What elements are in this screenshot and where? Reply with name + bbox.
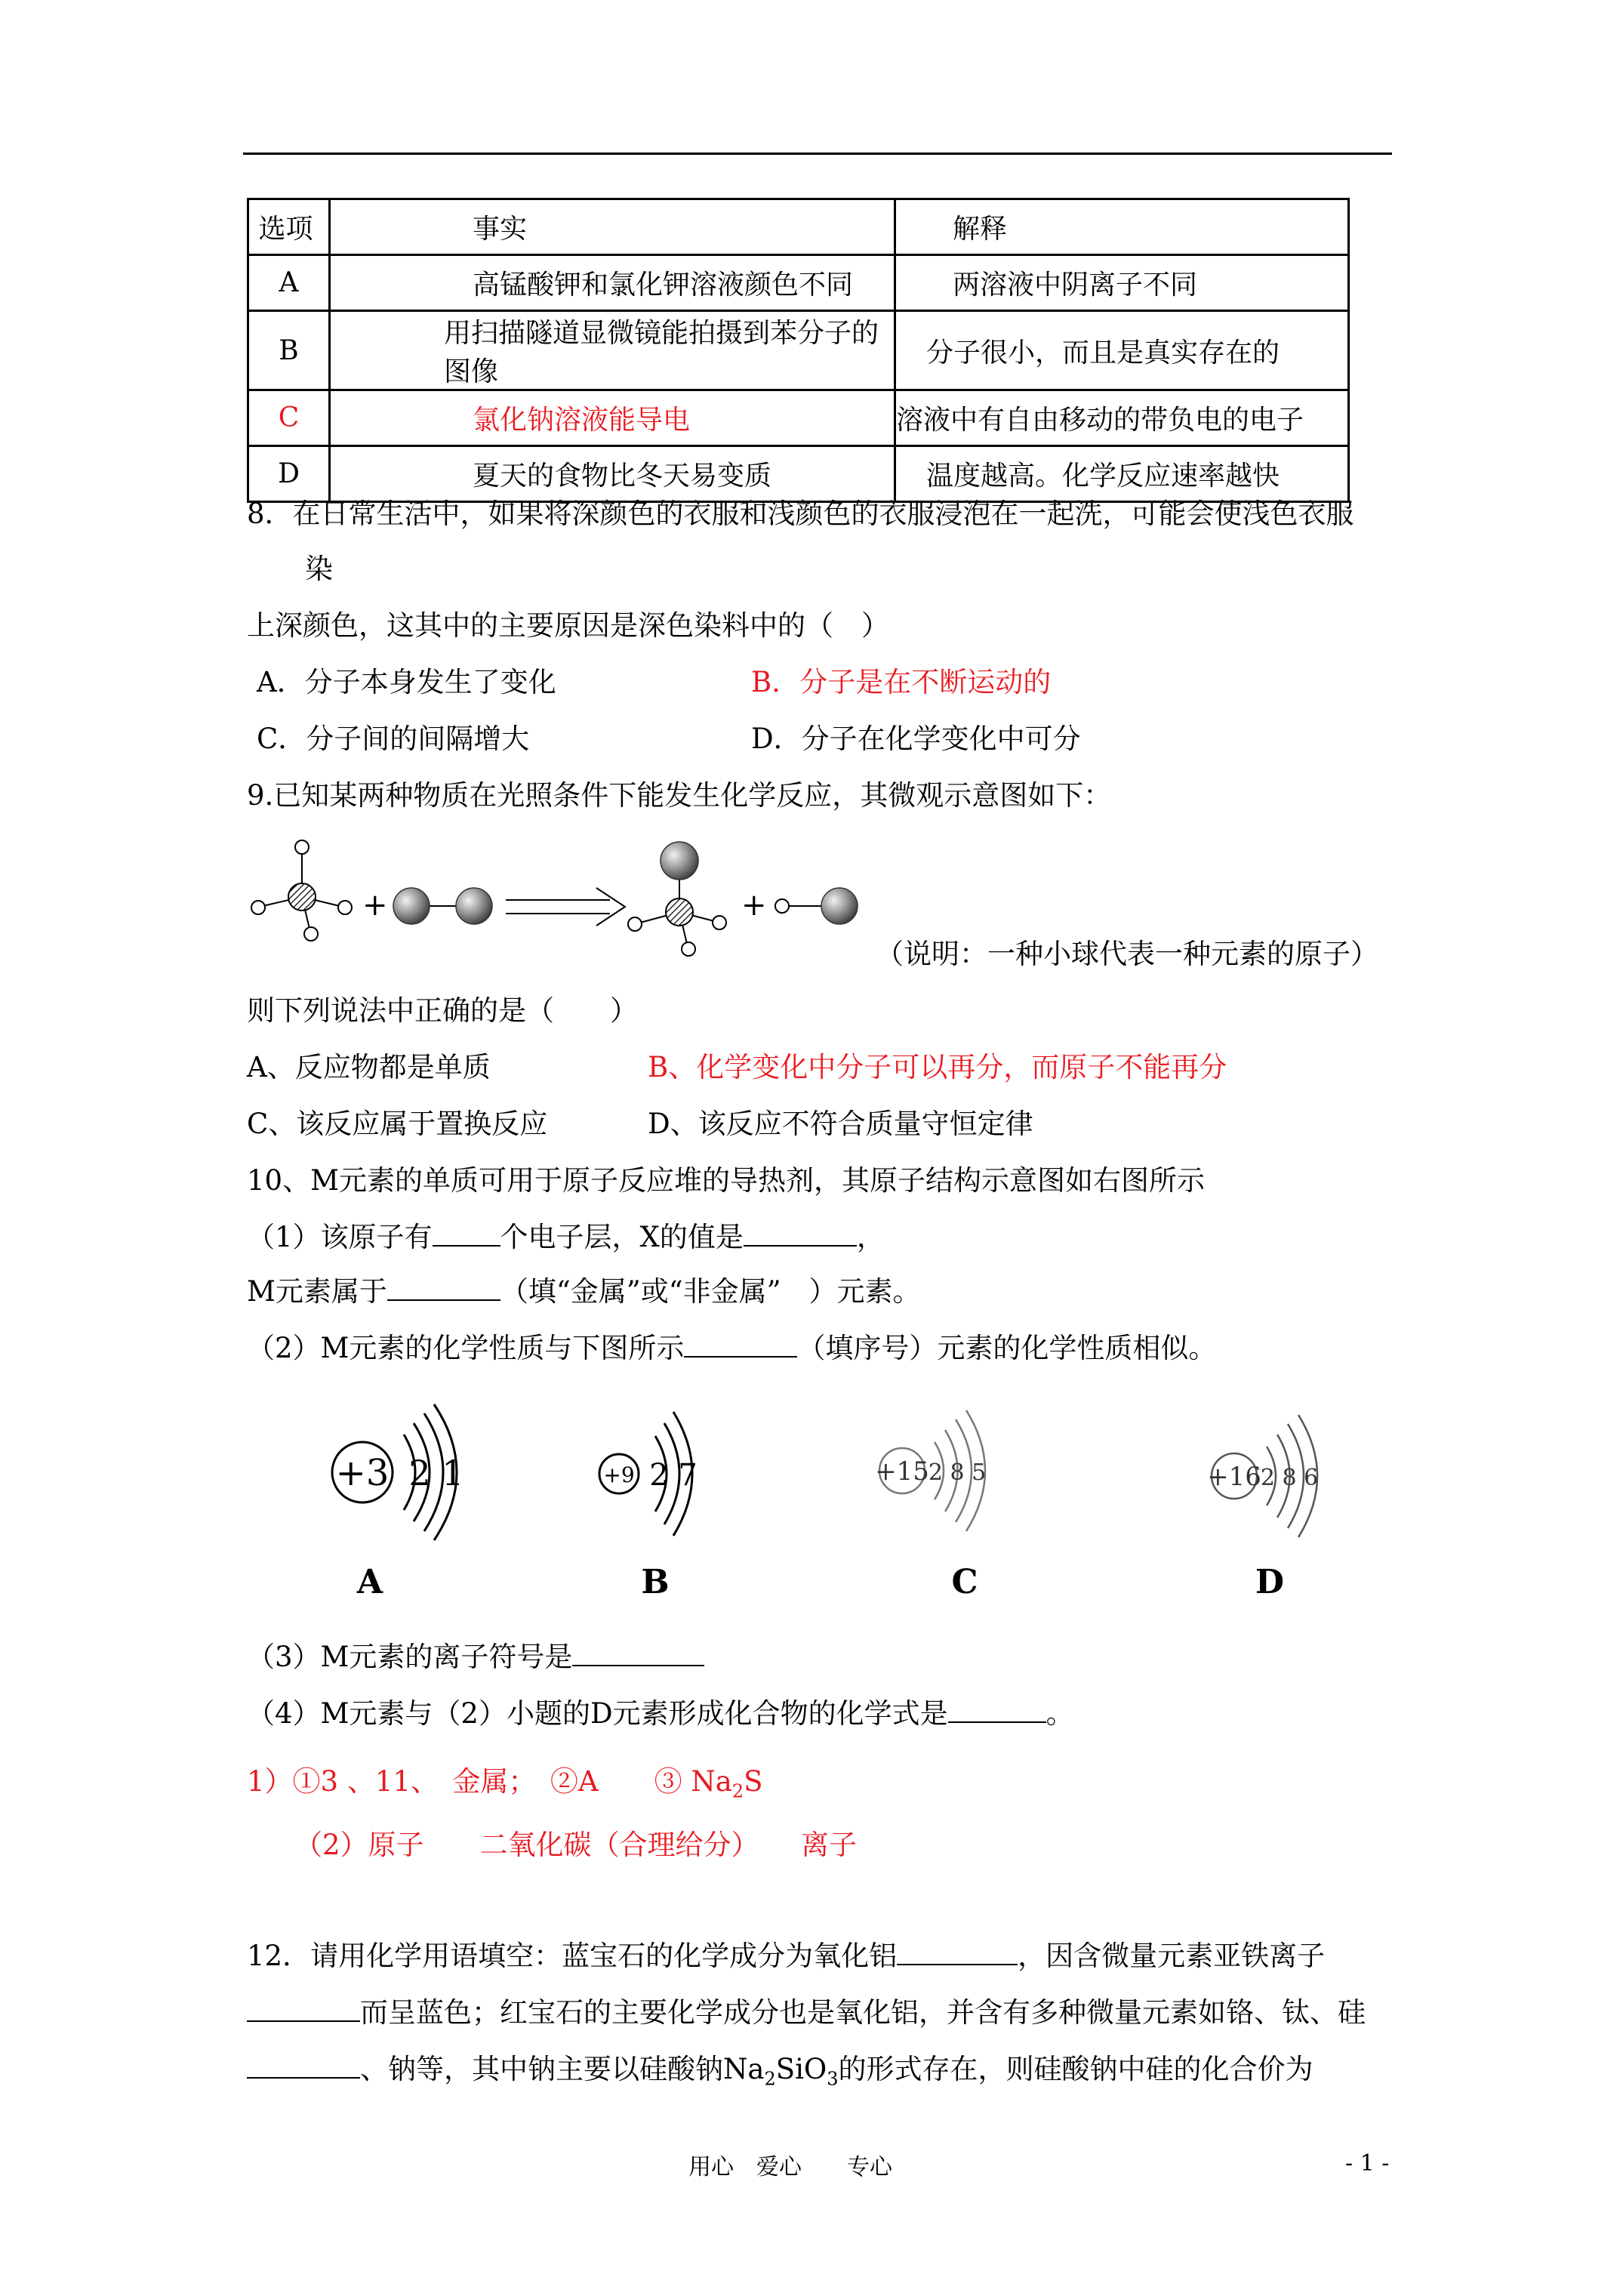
q10-part3: （3）M元素的离子符号是 — [247, 1640, 704, 1675]
blank-shell-count[interactable] — [433, 1222, 500, 1247]
q9-question: 则下列说法中正确的是（ ） — [247, 994, 638, 1027]
table-header-fact: 事实 — [330, 199, 895, 255]
blank-metal-type[interactable] — [387, 1277, 500, 1301]
table-cell-fact: 用扫描隧道显微镜能拍摄到苯分子的图像 — [330, 311, 895, 390]
atom-diagrams — [302, 1382, 1359, 1616]
plus-sign-2: + — [741, 888, 767, 923]
blank-silicon[interactable] — [247, 2054, 360, 2079]
q8-option-d: D．分子在化学变化中可分 — [751, 723, 1081, 755]
table-cell-fact: 高锰酸钾和氯化钾溶液颜色不同 — [330, 255, 895, 311]
atom-diagram-a — [332, 1404, 464, 1601]
table-row — [248, 446, 1349, 502]
reaction-diagram — [242, 831, 883, 974]
q10-part1-metal: M元素属于 （填“金属”或“非金属” ）元素。 — [247, 1275, 921, 1308]
table-cell-option: C — [248, 390, 330, 446]
table-header-option: 选项 — [248, 199, 330, 255]
blank-x-value[interactable] — [744, 1222, 857, 1247]
reactant-molecule-2 — [393, 888, 492, 924]
q8-option-b: B．分子是在不断运动的 — [751, 666, 1052, 698]
blank-similar-element[interactable] — [684, 1333, 797, 1358]
q8-option-c: C．分子间的间隔增大 — [257, 723, 530, 755]
blank-alumina[interactable] — [897, 1941, 1018, 1965]
table-header-explanation: 解释 — [895, 199, 1349, 255]
table-header-row — [248, 199, 1349, 255]
q12-line1: 12．请用化学用语填空：蓝宝石的化学成分为氧化铝 ，因含微量元素亚铁离子 — [247, 1940, 1326, 1972]
table-cell-fact: 夏天的食物比冬天易变质 — [330, 446, 895, 502]
q9-option-c: C、该反应属于置换反应 — [247, 1108, 548, 1140]
header-rule — [243, 153, 1392, 155]
table-cell-option: A — [248, 255, 330, 311]
q10-part2: （2）M元素的化学性质与下图所示 （填序号）元素的化学性质相似。 — [247, 1332, 1217, 1364]
atom-label-b: B — [641, 1563, 670, 1601]
atom-label-d: D — [1255, 1563, 1285, 1601]
atom-diagram-c — [875, 1410, 986, 1601]
svg-text:2 1: 2 1 — [408, 1453, 464, 1493]
q9-option-b: B、化学变化中分子可以再分，而原子不能再分 — [648, 1051, 1227, 1083]
svg-text:+9: +9 — [603, 1462, 635, 1487]
table-cell-fact: 氯化钠溶液能导电 — [330, 390, 895, 446]
svg-text:+16: +16 — [1207, 1462, 1261, 1492]
q9-option-a: A、反应物都是单质 — [247, 1051, 491, 1083]
atom-diagram-b — [599, 1412, 698, 1601]
plus-sign-1: + — [362, 888, 388, 923]
product-molecule-2 — [775, 888, 858, 924]
blank-formula[interactable] — [948, 1699, 1046, 1723]
reactant-molecule-1 — [251, 840, 352, 941]
svg-text:+3: +3 — [335, 1452, 390, 1494]
atom-label-a: A — [356, 1563, 383, 1601]
q8-option-a: A．分子本身发生了变化 — [257, 666, 556, 698]
q8-line2: 染 — [305, 553, 333, 585]
facts-table — [247, 198, 1350, 503]
footer-motto: 用心 爱心 专心 — [688, 2154, 892, 2180]
blank-ferrous-ion[interactable] — [247, 1998, 360, 2022]
answers-line1: 1）①3 、11、 金属； ②A ③ $Na_2S$ — [247, 1765, 763, 1802]
svg-text:2 7: 2 7 — [649, 1458, 698, 1493]
q10-stem: 10、M元素的单质可用于原子反应堆的导热剂，其原子结构示意图如右图所示 — [247, 1164, 1205, 1197]
atom-diagram-d — [1207, 1415, 1318, 1601]
q12-line2: 而呈蓝色；红宝石的主要化学成分也是氧化铝，并含有多种微量元素如铬、钛、硅 — [247, 1996, 1366, 2030]
table-cell-explanation: 溶液中有自由移动的带负电的电子 — [895, 390, 1349, 446]
table-cell-option: D — [248, 446, 330, 502]
svg-text:2 8 6: 2 8 6 — [1260, 1465, 1319, 1491]
table-row — [248, 311, 1349, 390]
q9-stem: 9.已知某两种物质在光照条件下能发生化学反应，其微观示意图如下： — [247, 779, 1112, 812]
table-cell-option: B — [248, 311, 330, 390]
table-row — [248, 255, 1349, 311]
svg-text:2 8 5: 2 8 5 — [928, 1459, 987, 1486]
table-cell-explanation: 温度越高。化学反应速率越快 — [895, 446, 1349, 502]
answers-line2: （2）原子 二氧化碳（合理给分） 离子 — [294, 1829, 858, 1861]
reaction-arrow — [506, 888, 625, 926]
q9-note: （说明：一种小球代表一种元素的原子） — [876, 938, 1378, 970]
table-cell-explanation: 两溶液中阴离子不同 — [895, 255, 1349, 311]
atom-label-c: C — [951, 1563, 978, 1601]
blank-ion-symbol[interactable] — [572, 1642, 704, 1666]
svg-text:+15: +15 — [875, 1456, 929, 1487]
table-row — [248, 390, 1349, 446]
q12-line3: 、钠等，其中钠主要以硅酸钠$Na_2SiO_3$的形式存在，则硅酸钠中硅的化合价为 — [247, 2052, 1313, 2096]
product-molecule-1 — [628, 842, 726, 956]
q8-line3: 上深颜色，这其中的主要原因是深色染料中的（ ） — [247, 609, 889, 642]
q10-part4: （4）M元素与（2）小题的D元素形成化合物的化学式是 。 — [247, 1697, 1074, 1730]
page-number: - 1 - — [1345, 2150, 1390, 2177]
q10-part1: （1）该原子有 个电子层，X的值是 ， — [247, 1221, 885, 1253]
q8-line1: 8．在日常生活中，如果将深颜色的衣服和浅颜色的衣服浸泡在一起洗，可能会使浅色衣服 — [247, 498, 1354, 530]
table-cell-explanation: 分子很小，而且是真实存在的 — [895, 311, 1349, 390]
q9-option-d: D、该反应不符合质量守恒定律 — [648, 1108, 1033, 1140]
